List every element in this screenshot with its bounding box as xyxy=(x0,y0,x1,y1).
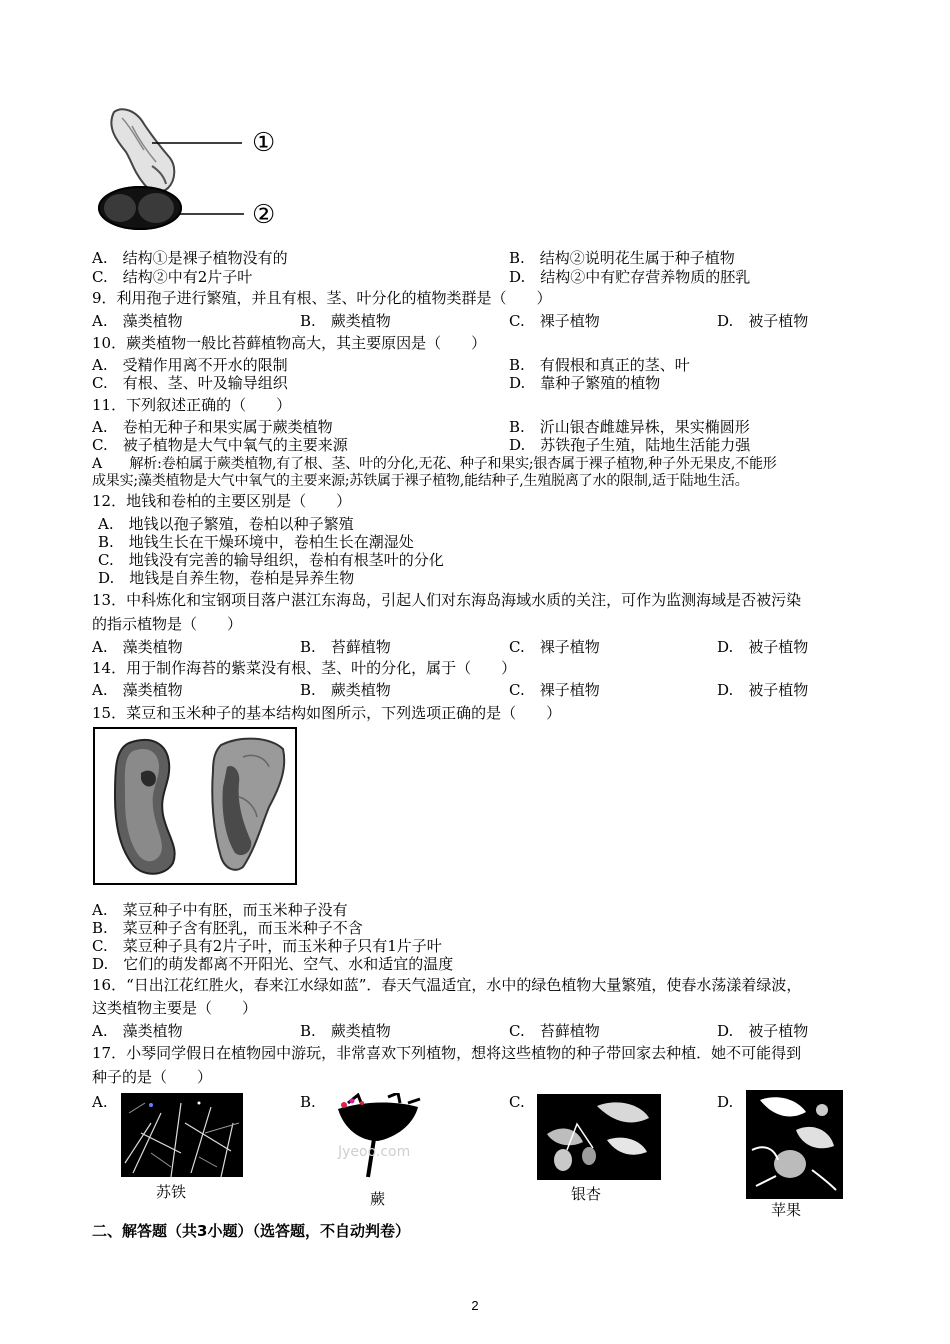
q8-option-b: B. 结构②说明花生属于种子植物 xyxy=(509,249,735,267)
q10-option-b: B. 有假根和真正的茎、叶 xyxy=(509,356,690,374)
q13-option-d: D. 被子植物 xyxy=(717,638,809,656)
q12-option-d: D. 地钱是自养生物，卷柏是异养生物 xyxy=(98,569,355,587)
q8-option-a: A. 结构①是裸子植物没有的 xyxy=(92,249,288,267)
q10-option-c: C. 有根、茎、叶及输导组织 xyxy=(92,374,288,392)
q9-stem: 9．利用孢子进行繁殖，并且有根、茎、叶分化的植物类群是（ ） xyxy=(92,289,552,307)
q15-option-b: B. 菜豆种子含有胚乳，而玉米种子不含 xyxy=(92,919,363,937)
cycad-photo xyxy=(121,1093,243,1177)
q11-option-c: C. 被子植物是大气中氧气的主要来源 xyxy=(92,436,348,454)
ginkgo-photo xyxy=(537,1094,661,1180)
q11-stem: 11．下列叙述正确的（ ） xyxy=(92,396,292,414)
label-2: ② xyxy=(252,200,276,230)
q11-option-d: D. 苏铁孢子生殖，陆地生活能力强 xyxy=(509,436,751,454)
q10-option-a: A. 受精作用离不开水的限制 xyxy=(92,356,288,374)
q17-caption-a: 苏铁 xyxy=(156,1183,187,1201)
q17-option-a-letter: A. xyxy=(92,1093,108,1111)
q11-option-b: B. 沂山银杏雌雄异株，果实椭圆形 xyxy=(509,418,750,436)
q13-option-a: A. 藻类植物 xyxy=(92,638,183,656)
q13-stem-line-1: 13．中科炼化和宝钢项目落户湛江东海岛，引起人们对东海岛海域水质的关注，可作为监测海域是否被污染 xyxy=(92,591,802,609)
q16-option-b: B. 蕨类植物 xyxy=(300,1022,391,1040)
q10-stem: 10．蕨类植物一般比苔藓植物高大，其主要原因是（ ） xyxy=(92,334,487,352)
q9-option-b: B. 蕨类植物 xyxy=(300,312,391,330)
q15-option-c: C. 菜豆种子具有2片子叶，而玉米种子只有1片子叶 xyxy=(92,937,442,955)
q16-option-a: A. 藻类植物 xyxy=(92,1022,183,1040)
q14-stem: 14．用于制作海苔的紫菜没有根、茎、叶的分化，属于（ ） xyxy=(92,659,517,677)
q16-stem-line-1: 16．“日出江花红胜火，春来江水绿如蓝”．春天气温适宜，水中的绿色植物大量繁殖，使春水荡漾着绿波， xyxy=(92,976,802,994)
q11-option-a: A. 卷柏无种子和果实属于蕨类植物 xyxy=(92,418,333,436)
q17-caption-d: 苹果 xyxy=(771,1201,802,1219)
q13-stem-line-2: 的指示植物是（ ） xyxy=(92,615,243,633)
q17-option-d-letter: D. xyxy=(717,1093,734,1111)
q12-option-c: C. 地钱没有完善的输导组织，卷柏有根茎叶的分化 xyxy=(98,551,444,569)
bean-corn-seed-figure xyxy=(93,727,297,885)
label-1: ① xyxy=(252,128,276,158)
q12-stem: 12．地钱和卷柏的主要区别是（ ） xyxy=(92,492,352,510)
q17-caption-c: 银杏 xyxy=(571,1185,602,1203)
q9-option-c: C. 裸子植物 xyxy=(509,312,600,330)
q15-stem: 15．菜豆和玉米种子的基本结构如图所示，下列选项正确的是（ ） xyxy=(92,704,562,722)
q17-option-c-letter: C. xyxy=(509,1093,525,1111)
q14-option-b: B. 蕨类植物 xyxy=(300,681,391,699)
q12-option-a: A. 地钱以孢子繁殖，卷柏以种子繁殖 xyxy=(98,515,354,533)
q16-stem-line-2: 这类植物主要是（ ） xyxy=(92,999,258,1017)
q10-option-d: D. 靠种子繁殖的植物 xyxy=(509,374,661,392)
q11-analysis-line-1: A 解析:卷柏属于蕨类植物,有了根、茎、叶的分化,无花、种子和果实;银杏属于裸子植物,种子外无果皮,不能形 xyxy=(92,456,777,472)
q17-caption-b: 蕨 xyxy=(370,1190,386,1208)
q16-option-d: D. 被子植物 xyxy=(717,1022,809,1040)
q15-option-d: D. 它们的萌发都离不开阳光、空气、水和适宜的温度 xyxy=(92,955,454,973)
fern-photo xyxy=(328,1093,428,1179)
q17-stem-line-1: 17．小琴同学假日在植物园中游玩，非常喜欢下列植物，想将这些植物的种子带回家去种植．她不可能得到 xyxy=(92,1044,802,1062)
q8-option-d: D. 结构②中有贮存营养物质的胚乳 xyxy=(509,268,751,286)
q8-option-c: C. 结构②中有2片子叶 xyxy=(92,268,253,286)
q16-option-c: C. 苔藓植物 xyxy=(509,1022,600,1040)
q14-option-a: A. 藻类植物 xyxy=(92,681,183,699)
apple-photo xyxy=(746,1090,843,1199)
q9-option-a: A. 藻类植物 xyxy=(92,312,183,330)
page-number: 2 xyxy=(471,1298,479,1313)
q11-analysis-line-2: 成果实;藻类植物是大气中氧气的主要来源;苏铁属于裸子植物,能结种子,生殖脱离了水的限制,适于陆地生活。 xyxy=(92,473,749,489)
section-2-heading: 二、解答题（共3小题）（选答题，不自动判卷） xyxy=(92,1222,410,1240)
q14-option-c: C. 裸子植物 xyxy=(509,681,600,699)
q17-stem-line-2: 种子的是（ ） xyxy=(92,1068,213,1086)
q13-option-c: C. 裸子植物 xyxy=(509,638,600,656)
q9-option-d: D. 被子植物 xyxy=(717,312,809,330)
q14-option-d: D. 被子植物 xyxy=(717,681,809,699)
q17-watermark: Jyeoo.com xyxy=(338,1144,411,1160)
q13-option-b: B. 苔藓植物 xyxy=(300,638,391,656)
q17-option-b-letter: B. xyxy=(300,1093,316,1111)
q15-option-a: A. 菜豆种子中有胚，而玉米种子没有 xyxy=(92,901,348,919)
q12-option-b: B. 地钱生长在干燥环境中，卷柏生长在潮湿处 xyxy=(98,533,414,551)
